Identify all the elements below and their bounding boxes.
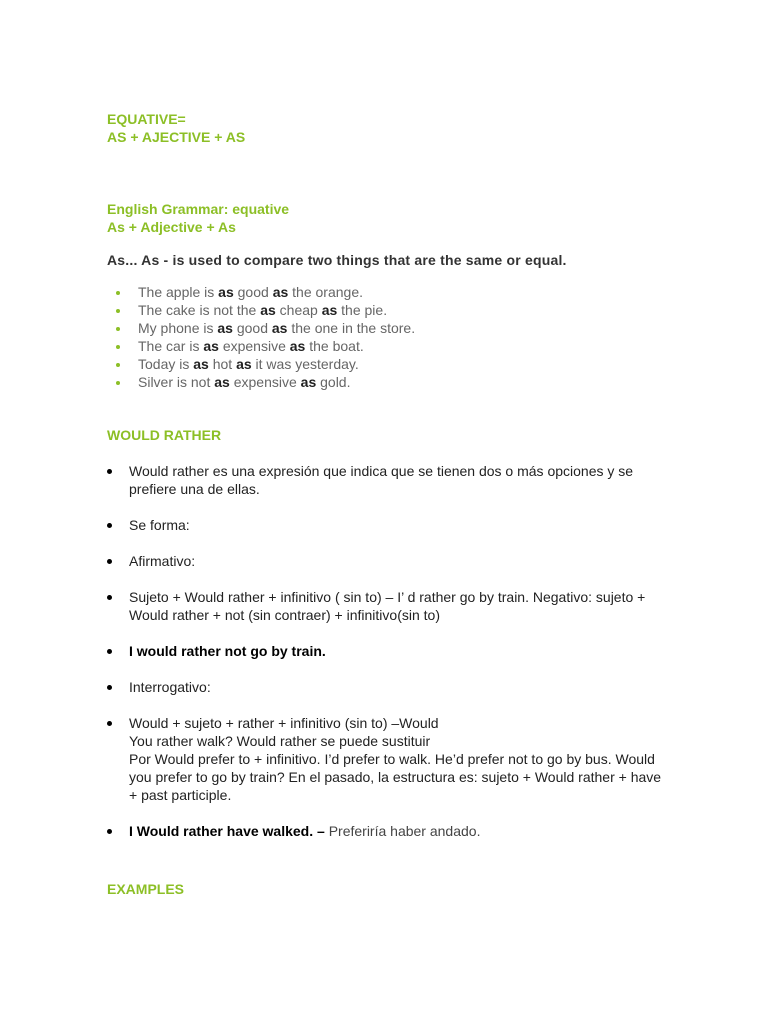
- list-item: Afirmativo:: [107, 552, 667, 570]
- examples-heading: EXAMPLES: [107, 881, 185, 897]
- grammar-lead: As... As - is used to compare two things that are the same or equal.: [107, 252, 567, 268]
- list-item: Today is as hot as it was yesterday.: [107, 356, 415, 374]
- bullet-icon: [107, 595, 112, 600]
- list-item: Sujeto + Would rather + infinitivo ( sin to) – I’ d rather go by train. Negativo: sujeto + Would rather + not (sin contraer) + infinitivo(sin to): [107, 588, 667, 624]
- would-rather-heading: WOULD RATHER: [107, 427, 222, 443]
- list-item: I Would rather have walked. – Preferiría haber andado.: [107, 822, 667, 840]
- grammar-title: English Grammar: equative: [107, 201, 290, 217]
- list-item: Se forma:: [107, 516, 667, 534]
- bullet-icon: [107, 649, 112, 654]
- grammar-subtitle: As + Adjective + As: [107, 219, 236, 235]
- bullet-icon: [107, 523, 112, 528]
- list-item: I would rather not go by train.: [107, 642, 667, 660]
- bullet-icon: [116, 363, 120, 367]
- list-item: The apple is as good as the orange.: [107, 284, 415, 302]
- equative-heading: [107, 110, 245, 146]
- bullet-icon: [116, 291, 120, 295]
- bullet-icon: [107, 469, 112, 474]
- examples-list: [107, 284, 415, 391]
- bullet-icon: [116, 309, 120, 313]
- bullet-icon: [107, 721, 112, 726]
- list-item: Would rather es una expresión que indica que se tienen dos o más opciones y se prefiere una de ellas.: [107, 462, 667, 498]
- list-item: The cake is not the as cheap as the pie.: [107, 302, 415, 320]
- would-rather-list: [107, 462, 667, 858]
- bullet-icon: [107, 559, 112, 564]
- bullet-icon: [107, 829, 112, 834]
- grammar-heading: [107, 200, 289, 236]
- list-item: My phone is as good as the one in the store.: [107, 320, 415, 338]
- bullet-icon: [116, 345, 120, 349]
- equative-line2: AS + AJECTIVE + AS: [107, 129, 246, 145]
- bullet-icon: [116, 381, 120, 385]
- list-item: Would + sujeto + rather + infinitivo (sin to) –Would You rather walk? Would rather se puede sustituir Por Would prefer to + infinitivo. I’d prefer to walk. He’d prefer not to go by bus. Would you prefer to go by train? En el pasado, la estructura es: sujeto + Would rather + have + past participle.: [107, 714, 667, 804]
- equative-line1: EQUATIVE=: [107, 111, 186, 127]
- list-item: Silver is not as expensive as gold.: [107, 374, 415, 392]
- bullet-icon: [107, 685, 112, 690]
- bullet-icon: [116, 327, 120, 331]
- list-item: The car is as expensive as the boat.: [107, 338, 415, 356]
- list-item: Interrogativo:: [107, 678, 667, 696]
